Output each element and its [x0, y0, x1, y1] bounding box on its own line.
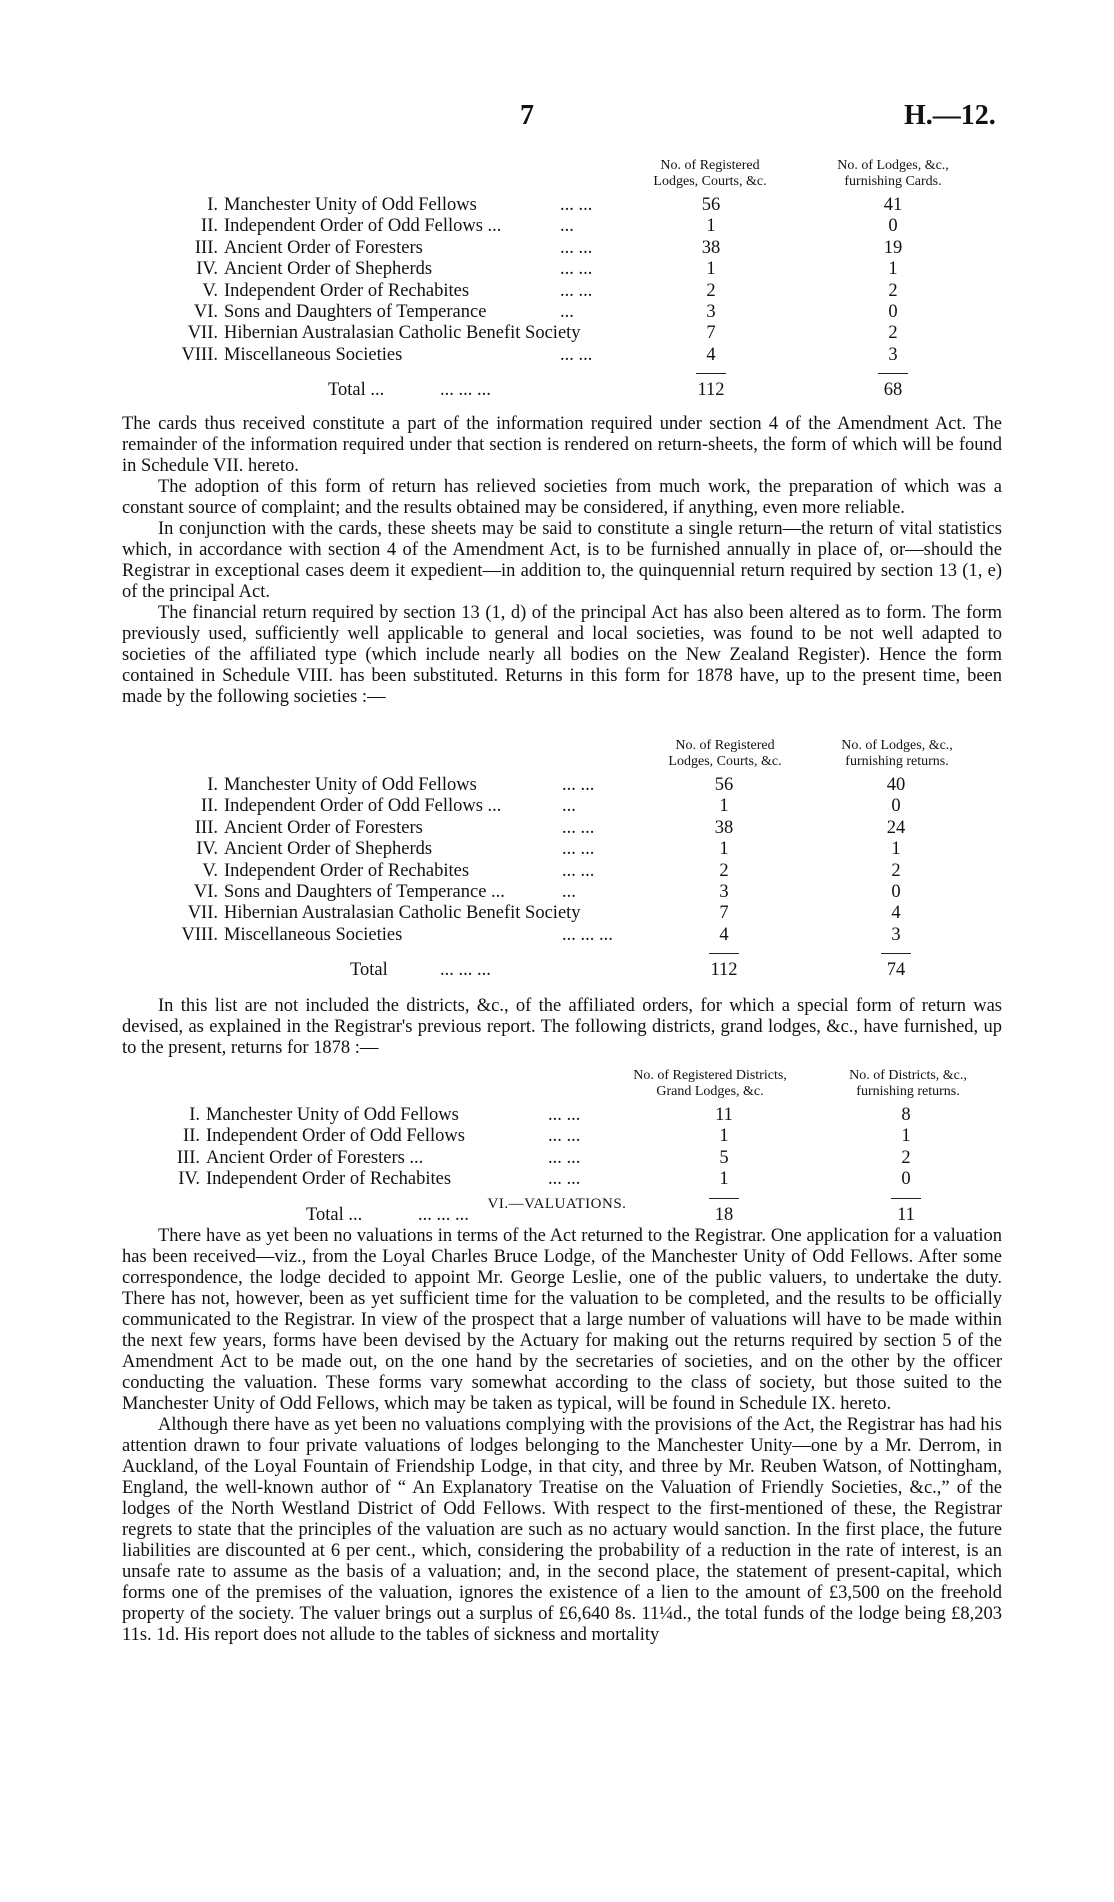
- col-header-line: Grand Lodges, &c.: [656, 1084, 764, 1099]
- leader-dots: ... ...: [560, 344, 593, 365]
- leader-dots: ... ... ...: [418, 1204, 469, 1225]
- row-numeral: VII.: [187, 323, 218, 344]
- society-name: Ancient Order of Shepherds: [224, 259, 433, 280]
- col-header-line: No. of Registered: [675, 738, 775, 753]
- table-row: [0, 1147, 1114, 1169]
- leader-dots: ...: [560, 302, 574, 322]
- registered-count: 3: [719, 882, 729, 902]
- row-numeral: I.: [207, 775, 218, 795]
- leader-dots: ... ... ...: [440, 960, 491, 981]
- society-name: Independent Order of Rechabites: [224, 280, 470, 301]
- table-row: [0, 1104, 1114, 1126]
- registered-count: 5: [719, 1147, 729, 1168]
- table-row: [0, 215, 1114, 237]
- row-numeral: III.: [194, 237, 218, 258]
- leader-dots: ... ...: [560, 237, 593, 258]
- society-name: Independent Order of Rechabites: [224, 860, 470, 881]
- paragraph-group-cards: [122, 414, 1002, 708]
- society-name: Hibernian Australasian Catholic Benefit Society: [224, 323, 581, 344]
- registered-count: 1: [719, 796, 729, 817]
- leader-dots: ... ...: [562, 775, 595, 795]
- total-registered: 112: [697, 380, 725, 401]
- furnishing-count: 3: [891, 924, 901, 945]
- row-numeral: IV.: [196, 259, 218, 280]
- furnishing-count: 2: [901, 1147, 911, 1168]
- furnishing-count: 24: [886, 817, 906, 838]
- leader-dots: ... ...: [562, 839, 595, 860]
- paragraph-group-districts: [122, 996, 1002, 1059]
- registered-count: 11: [715, 1105, 733, 1125]
- society-name: Manchester Unity of Odd Fellows: [224, 775, 477, 795]
- col-header-line: Lodges, Courts, &c.: [653, 174, 767, 189]
- registered-count: 38: [714, 817, 734, 838]
- paragraph: In conjunction with the cards, these sheets may be said to constitute a single return—the return of vital statistics which, in accordance with section 4 of the Amendment Act, is to be furnished annually in place of, or—should the Registrar in exceptional cases deem it expedient—in addition to, the quinquennial return required by section 13 (1, e) of the principal Act.: [122, 519, 1002, 602]
- total-label: Total ...: [306, 1204, 363, 1225]
- society-name: Hibernian Australasian Catholic Benefit Society: [224, 903, 581, 924]
- sum-rule: [878, 373, 908, 374]
- leader-dots: ... ...: [560, 280, 593, 301]
- col-header-line: No. of Registered Districts,: [633, 1068, 787, 1083]
- table-row: [0, 817, 1114, 839]
- row-numeral: II.: [183, 1126, 200, 1147]
- col-header-line: furnishing Cards.: [844, 174, 942, 189]
- leader-dots: ... ...: [548, 1147, 581, 1168]
- furnishing-count: 0: [891, 882, 901, 902]
- registered-count: 56: [714, 775, 734, 795]
- furnishing-count: 4: [891, 903, 901, 924]
- furnishing-count: 1: [888, 259, 898, 280]
- society-name: Ancient Order of Shepherds: [224, 839, 433, 860]
- table-row: [0, 1125, 1114, 1147]
- furnishing-count: 0: [888, 302, 898, 322]
- registered-count: 2: [719, 860, 729, 881]
- furnishing-count: 2: [888, 323, 898, 344]
- row-numeral: VII.: [187, 903, 218, 924]
- registered-count: 4: [719, 924, 729, 945]
- leader-dots: ...: [560, 216, 574, 237]
- col-furnishing-header: [832, 738, 962, 770]
- furnishing-count: 19: [883, 237, 903, 258]
- paragraph: The cards thus received constitute a part of the information required under section 4 of the Amendment Act. The remainder of the information required under that section is rendered on return-sheets, the form of which will be found in Schedule VII. hereto.: [122, 414, 1002, 476]
- row-numeral: II.: [201, 216, 218, 237]
- registered-count: 56: [701, 195, 721, 215]
- society-name: Independent Order of Rechabites: [206, 1169, 452, 1190]
- paragraph: Although there have as yet been no valuations complying with the provisions of the Act, the Registrar has had his attention drawn to four private valuations of lodges belonging to the Manchester Unity—one by a Mr. Derrom, in Auckland, of the Loyal Fountain of Friendship Lodge, in that city, and three by Mr. Reuben Watson, of Nottingham, England, the well-known author of “ An Explanatory Treatise on the Valuation of Friendly Societies, &c.,” of the lodges of the North Westland District of Odd Fellows. With respect to the first-mentioned of these, the Registrar regrets to state that the principles of the valuation are such as no actuary would sanction. In the first place, the future liabilities are discounted at 6 per cent., which, considering the probability of a reduction in the rate of interest, is an unsafe rate to assume as the basis of a valuation; and, in the second place, the statement of present-capital, which forms one of the premises of the valuation, ignores the existence of a lien to the amount of £3,500 on the freehold property of the society. The valuer brings out a surplus of £6,640 8s. 11¼d., the total funds of the lodge being £8,203 11s. 1d. His report does not allude to the tables of sickness and mortality: [122, 1415, 1002, 1645]
- registered-count: 1: [719, 1126, 729, 1147]
- table-row: [0, 280, 1114, 302]
- leader-dots: ... ...: [562, 817, 595, 838]
- table-row: [0, 860, 1114, 882]
- table-row: [0, 194, 1114, 216]
- section-title: VI.—VALUATIONS.: [487, 1196, 627, 1212]
- col-header-line: No. of Lodges, &c.,: [837, 158, 949, 173]
- table-row: [0, 1168, 1114, 1190]
- registered-count: 1: [719, 839, 729, 860]
- table-row: [0, 902, 1114, 924]
- row-numeral: III.: [176, 1147, 200, 1168]
- registered-count: 7: [719, 903, 729, 924]
- page-number: 7: [520, 100, 534, 131]
- row-numeral: IV.: [178, 1169, 200, 1190]
- leader-dots: ... ...: [560, 195, 593, 215]
- row-numeral: I.: [207, 195, 218, 215]
- col-header-line: No. of Districts, &c.,: [849, 1068, 967, 1083]
- row-numeral: II.: [201, 796, 218, 817]
- sum-rule: [881, 953, 911, 954]
- paragraph: The adoption of this form of return has relieved societies from much work, the preparation of which was a constant source of complaint; and the results obtained may be considered, if anything, even more reliable.: [122, 477, 1002, 518]
- col-registered-header: [665, 738, 785, 770]
- furnishing-count: 1: [891, 839, 901, 860]
- society-name: Manchester Unity of Odd Fellows: [206, 1105, 459, 1125]
- furnishing-count: 41: [883, 195, 903, 215]
- total-label: Total: [350, 960, 388, 981]
- registered-count: 4: [706, 344, 716, 365]
- society-name: Ancient Order of Foresters: [224, 237, 423, 258]
- leader-dots: ... ... ...: [562, 924, 613, 945]
- row-numeral: VI.: [193, 302, 218, 322]
- paragraph: In this list are not included the districts, &c., of the affiliated orders, for which a special form of return was devised, as explained in the Registrar's previous report. The following districts, grand lodges, &c., have furnished, up to the present, returns for 1878 :—: [122, 996, 1002, 1058]
- row-numeral: I.: [189, 1105, 200, 1125]
- furnishing-count: 40: [886, 775, 906, 795]
- col-registered-header: [650, 158, 770, 190]
- registered-count: 1: [706, 259, 716, 280]
- document-reference: H.—12.: [904, 100, 996, 131]
- registered-count: 38: [701, 237, 721, 258]
- col-header-line: No. of Lodges, &c.,: [841, 738, 953, 753]
- registered-count: 7: [706, 323, 716, 344]
- furnishing-count: 0: [891, 796, 901, 817]
- society-name: Miscellaneous Societies: [224, 924, 403, 945]
- table-row: [0, 924, 1114, 946]
- table-row: [0, 881, 1114, 903]
- furnishing-count: 0: [888, 216, 898, 237]
- total-row: [0, 379, 1114, 401]
- table-row: [0, 795, 1114, 817]
- furnishing-count: 1: [901, 1126, 911, 1147]
- col-header-line: No. of Registered: [660, 158, 760, 173]
- table-row: [0, 258, 1114, 280]
- row-numeral: V.: [202, 860, 218, 881]
- table-row: [0, 301, 1114, 323]
- society-name: Sons and Daughters of Temperance: [224, 302, 487, 322]
- row-numeral: V.: [202, 280, 218, 301]
- leader-dots: ... ...: [548, 1169, 581, 1190]
- furnishing-count: 2: [891, 860, 901, 881]
- col-furnishing-header: [828, 158, 958, 190]
- leader-dots: ... ... ...: [440, 380, 491, 401]
- society-name: Independent Order of Odd Fellows: [206, 1126, 465, 1147]
- col-registered-header: [610, 1068, 810, 1100]
- paragraph: There have as yet been no valuations in terms of the Act returned to the Registrar. One application for a valuation has been received—viz., from the Loyal Charles Bruce Lodge, of the Manchester Unity of Odd Fellows. After some correspondence, the lodge decided to appoint Mr. George Leslie, one of the public valuers, to undertake the duty. There has not, however, been as yet sufficient time for the valuation to be completed, and the results to be officially communicated to the Registrar. In view of the prospect that a large number of valuations will have to be made within the next few years, forms have been devised by the Actuary for making out the returns required by section 5 of the Amendment Act to be made out, on the one hand by the secretaries of societies, and on the other by the officer conducting the valuation. These forms vary somewhat according to the class of society, but those suited to the Manchester Unity of Odd Fellows, which may be taken as typical, will be found in Schedule IX. hereto.: [122, 1226, 1002, 1414]
- society-name: Miscellaneous Societies: [224, 344, 403, 365]
- table-row: [0, 838, 1114, 860]
- furnishing-count: 2: [888, 280, 898, 301]
- col-header-line: furnishing returns.: [856, 1084, 960, 1099]
- furnishing-count: 3: [888, 344, 898, 365]
- furnishing-count: 8: [901, 1105, 911, 1125]
- row-numeral: VIII.: [181, 924, 218, 945]
- row-numeral: IV.: [196, 839, 218, 860]
- registered-count: 2: [706, 280, 716, 301]
- total-furnishing: 11: [897, 1204, 915, 1225]
- registered-count: 3: [706, 302, 716, 322]
- total-furnishing: 68: [883, 380, 903, 401]
- registered-count: 1: [719, 1169, 729, 1190]
- furnishing-count: 0: [901, 1169, 911, 1190]
- leader-dots: ...: [562, 882, 576, 902]
- table-row: [0, 322, 1114, 344]
- paragraph: The financial return required by section 13 (1, d) of the principal Act has also been altered as to form. The form previously used, sufficiently well applicable to general and local societies, was found to be not well adapted to societies of the affiliated type (which include nearly all bodies on the New Zealand Register). Hence the form contained in Schedule VIII. has been substituted. Returns in this form for 1878 have, up to the present time, been made by the following societies :—: [122, 603, 1002, 707]
- society-name: Independent Order of Odd Fellows ...: [224, 216, 502, 237]
- leader-dots: ... ...: [562, 860, 595, 881]
- leader-dots: ... ...: [548, 1126, 581, 1147]
- leader-dots: ... ...: [560, 259, 593, 280]
- society-name: Independent Order of Odd Fellows ...: [224, 796, 502, 817]
- society-name: Manchester Unity of Odd Fellows: [224, 195, 477, 215]
- society-name: Sons and Daughters of Temperance ...: [224, 882, 505, 902]
- sum-rule: [709, 953, 739, 954]
- table-row: [0, 344, 1114, 366]
- row-numeral: III.: [194, 817, 218, 838]
- total-registered: 112: [710, 960, 738, 981]
- total-row: [0, 959, 1114, 981]
- col-furnishing-header: [838, 1068, 978, 1100]
- total-registered: 18: [714, 1204, 734, 1225]
- row-numeral: VIII.: [181, 344, 218, 365]
- table-row: [0, 774, 1114, 796]
- leader-dots: ...: [562, 796, 576, 817]
- col-header-line: furnishing returns.: [845, 754, 949, 769]
- row-numeral: VI.: [193, 882, 218, 902]
- col-header-line: Lodges, Courts, &c.: [668, 754, 782, 769]
- paragraph-group-valuations: [122, 1226, 1002, 1646]
- total-label: Total ...: [328, 380, 385, 401]
- society-name: Ancient Order of Foresters ...: [206, 1147, 424, 1168]
- table-row: [0, 237, 1114, 259]
- society-name: Ancient Order of Foresters: [224, 817, 423, 838]
- total-furnishing: 74: [886, 960, 906, 981]
- leader-dots: ... ...: [548, 1105, 581, 1125]
- registered-count: 1: [706, 216, 716, 237]
- sum-rule: [696, 373, 726, 374]
